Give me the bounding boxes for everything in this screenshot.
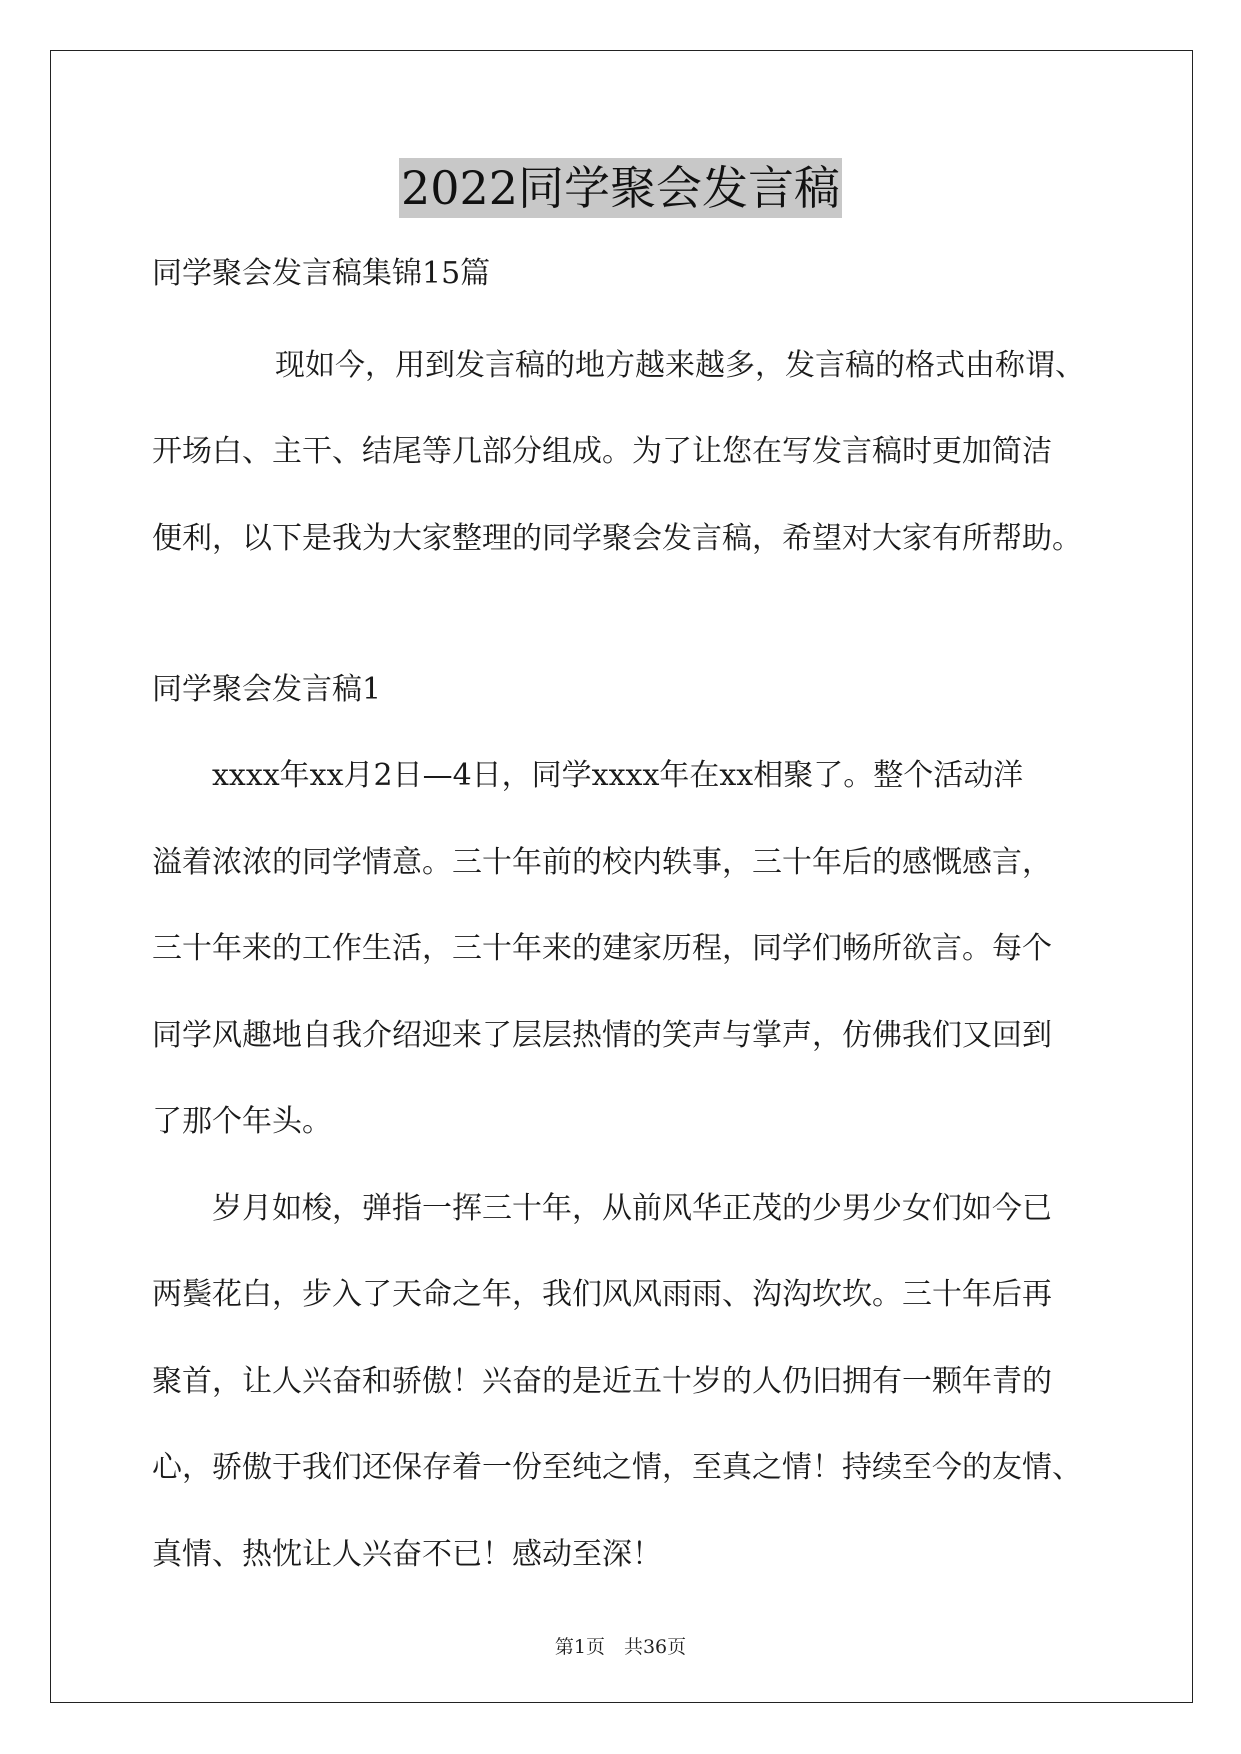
paragraph-line: 岁月如梭，弹指一挥三十年，从前风华正茂的少男少女们如今已 [212, 1191, 1052, 1226]
paragraph-line: 真情、热忱让人兴奋不已！感动至深！ [152, 1537, 662, 1572]
paragraph-line: 现如今，用到发言稿的地方越来越多，发言稿的格式由称谓、 [275, 348, 1085, 383]
document-title: 2022同学聚会发言稿 [399, 158, 842, 218]
subtitle-line: 同学聚会发言稿集锦15篇 [152, 256, 491, 291]
paragraph-line: 心，骄傲于我们还保存着一份至纯之情，至真之情！持续至今的友情、 [152, 1450, 1082, 1485]
paragraph-line: 开场白、主干、结尾等几部分组成。为了让您在写发言稿时更加简洁 [152, 434, 1052, 469]
paragraph-line: 同学风趣地自我介绍迎来了层层热情的笑声与掌声，仿佛我们又回到 [152, 1018, 1052, 1053]
paragraph-line: xxxx年xx月2日—4日，同学xxxx年在xx相聚了。整个活动洋 [212, 758, 1024, 793]
paragraph-line: 两鬓花白，步入了天命之年，我们风风雨雨、沟沟坎坎。三十年后再 [152, 1277, 1052, 1312]
section-heading: 同学聚会发言稿1 [152, 672, 382, 707]
paragraph-line: 了那个年头。 [152, 1104, 332, 1139]
paragraph-line: 溢着浓浓的同学情意。三十年前的校内轶事，三十年后的感慨感言， [152, 845, 1052, 880]
paragraph-line: 便利，以下是我为大家整理的同学聚会发言稿，希望对大家有所帮助。 [152, 521, 1082, 556]
paragraph-line: 三十年来的工作生活，三十年来的建家历程，同学们畅所欲言。每个 [152, 931, 1052, 966]
title-wrap [0, 158, 1241, 218]
paragraph-line: 聚首，让人兴奋和骄傲！兴奋的是近五十岁的人仍旧拥有一颗年青的 [152, 1364, 1052, 1399]
page-footer: 第1页 共36页 [554, 1636, 687, 1658]
